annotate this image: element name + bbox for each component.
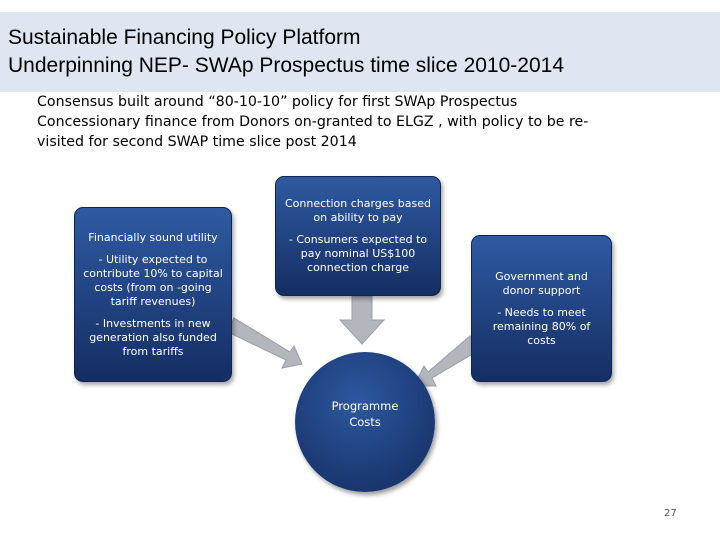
arrow-down bbox=[340, 296, 384, 344]
bullet-line: visited for second SWAP time slice post 2014 bbox=[37, 134, 357, 150]
bullet-line: Concessionary finance from Donors on-granted to ELGZ , with policy to be re- bbox=[37, 114, 589, 130]
programme-costs-circle bbox=[295, 352, 435, 492]
utility-detail-1: - Utility expected to contribute 10% to capital costs (from on -going tariff revenues) bbox=[83, 252, 223, 308]
arrow-right bbox=[414, 336, 476, 386]
bullet-line: Consensus built around “80-10-10” policy for first SWAp Prospectus bbox=[37, 94, 518, 110]
connection-detail: - Consumers expected to pay nominal US$100 connection charge bbox=[288, 233, 428, 274]
title-line-2: Underpinning NEP- SWAp Prospectus time slice 2010-2014 bbox=[8, 54, 564, 77]
arrow-left bbox=[228, 318, 302, 368]
utility-detail-2: - Investments in new generation also funded from tariffs bbox=[89, 316, 217, 358]
utility-box bbox=[74, 207, 232, 382]
government-heading: Government and donor support bbox=[495, 269, 588, 297]
government-detail: - Needs to meet remaining 80% of costs bbox=[492, 305, 591, 347]
utility-heading: Financially sound utility bbox=[88, 230, 218, 244]
title-line-1: Sustainable Financing Policy Platform bbox=[8, 26, 361, 49]
connection-box bbox=[275, 176, 441, 296]
government-box bbox=[471, 235, 612, 382]
page-number: 27 bbox=[664, 508, 677, 519]
connection-heading: Connection charges based on ability to pay bbox=[284, 197, 431, 224]
programme-costs-label: Programme Costs bbox=[331, 399, 399, 429]
